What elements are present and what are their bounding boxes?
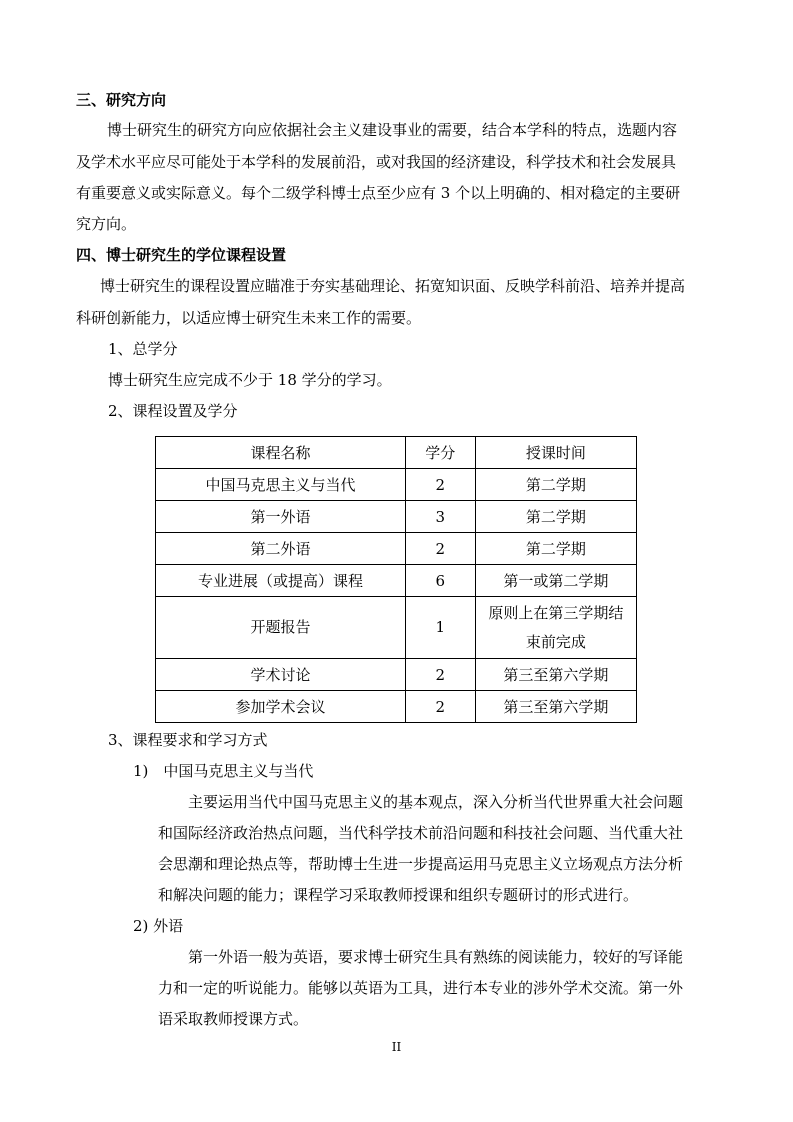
req1-para-line-1: 主要运用当代中国马克思主义的基本观点，深入分析当代世界重大社会问题 [188, 793, 684, 811]
course-credit-cell: 2 [405, 691, 475, 723]
course-time-cell: 第二学期 [475, 469, 636, 501]
req2-para-line-3: 语采取教师授课方式。 [158, 1010, 309, 1028]
section3-para-line-2: 及学术水平应尽可能处于本学科的发展前沿，或对我国的经济建设，科学技术和社会发展具 [76, 153, 677, 171]
req1-para-line-2: 和国际经济政治热点问题，当代科学技术前沿问题和科技社会问题、当代重大社 [158, 824, 684, 842]
table-header-cell: 课程名称 [156, 437, 406, 469]
page-number: II [391, 1040, 402, 1054]
section4-para-line-2: 科研创新能力，以适应博士研究生未来工作的需要。 [76, 309, 422, 327]
course-credit-cell: 2 [405, 533, 475, 565]
courses-heading: 2、课程设置及学分 [108, 402, 238, 420]
course-credit-cell: 1 [405, 597, 475, 659]
course-name-cell: 第一外语 [156, 501, 406, 533]
course-credit-cell: 3 [405, 501, 475, 533]
requirements-heading: 3、课程要求和学习方式 [108, 731, 268, 749]
course-time-line-1: 原则上在第三学期结 [488, 603, 624, 622]
table-row [156, 565, 637, 597]
req2-para-line-2: 力和一定的听说能力。能够以英语为工具，进行本专业的涉外学术交流。第一外 [158, 979, 684, 997]
course-credit-cell: 6 [405, 565, 475, 597]
req1-title: 1) 中国马克思主义与当代 [133, 762, 314, 780]
table-row [156, 691, 637, 723]
section4-heading: 四、博士研究生的学位课程设置 [76, 246, 287, 264]
course-credit-cell: 2 [405, 659, 475, 691]
section3-para-line-3: 有重要意义或实际意义。每个二级学科博士点至少应有 3 个以上明确的、相对稳定的主要研 [76, 184, 681, 202]
course-credit-cell: 2 [405, 469, 475, 501]
table-header-cell: 学分 [405, 437, 475, 469]
table-row [156, 597, 637, 659]
req1-para-line-3: 会思潮和理论热点等，帮助博士生进一步提高运用马克思主义立场观点方法分析 [158, 855, 684, 873]
table-row [156, 533, 637, 565]
course-time-line-2: 束前完成 [525, 632, 586, 651]
course-time-cell: 第三至第六学期 [475, 659, 636, 691]
section3-para-line-4: 究方向。 [76, 215, 137, 233]
course-table [155, 436, 637, 723]
table-header-row [156, 437, 637, 469]
course-time-cell: 第二学期 [475, 501, 636, 533]
section4-para-line-1: 博士研究生的课程设置应瞄准于夯实基础理论、拓宽知识面、反映学科前沿、培养并提高 [100, 277, 686, 295]
course-name-cell: 开题报告 [156, 597, 406, 659]
course-time-cell [475, 597, 636, 659]
req1-para-line-4: 和解决问题的能力；课程学习采取教师授课和组织专题研讨的形式进行。 [158, 886, 639, 904]
course-name-cell: 中国马克思主义与当代 [156, 469, 406, 501]
total-credits-heading: 1、总学分 [108, 340, 178, 358]
table-row [156, 659, 637, 691]
course-name-cell: 学术讨论 [156, 659, 406, 691]
course-name-cell: 参加学术会议 [156, 691, 406, 723]
req2-para-line-1: 第一外语一般为英语，要求博士研究生具有熟练的阅读能力，较好的写译能 [188, 948, 684, 966]
course-time-cell: 第三至第六学期 [475, 691, 636, 723]
total-credits-text: 博士研究生应完成不少于 18 学分的学习。 [108, 371, 392, 389]
table-row [156, 469, 637, 501]
section3-para-line-1: 博士研究生的研究方向应依据社会主义建设事业的需要，结合本学科的特点，选题内容 [107, 121, 678, 139]
course-time-cell: 第一或第二学期 [475, 565, 636, 597]
section3-heading: 三、研究方向 [76, 91, 167, 109]
table-row [156, 501, 637, 533]
table-header-cell: 授课时间 [475, 437, 636, 469]
req2-title: 2) 外语 [133, 917, 184, 935]
course-name-cell: 专业进展（或提高）课程 [156, 565, 406, 597]
course-name-cell: 第二外语 [156, 533, 406, 565]
course-time-cell: 第二学期 [475, 533, 636, 565]
